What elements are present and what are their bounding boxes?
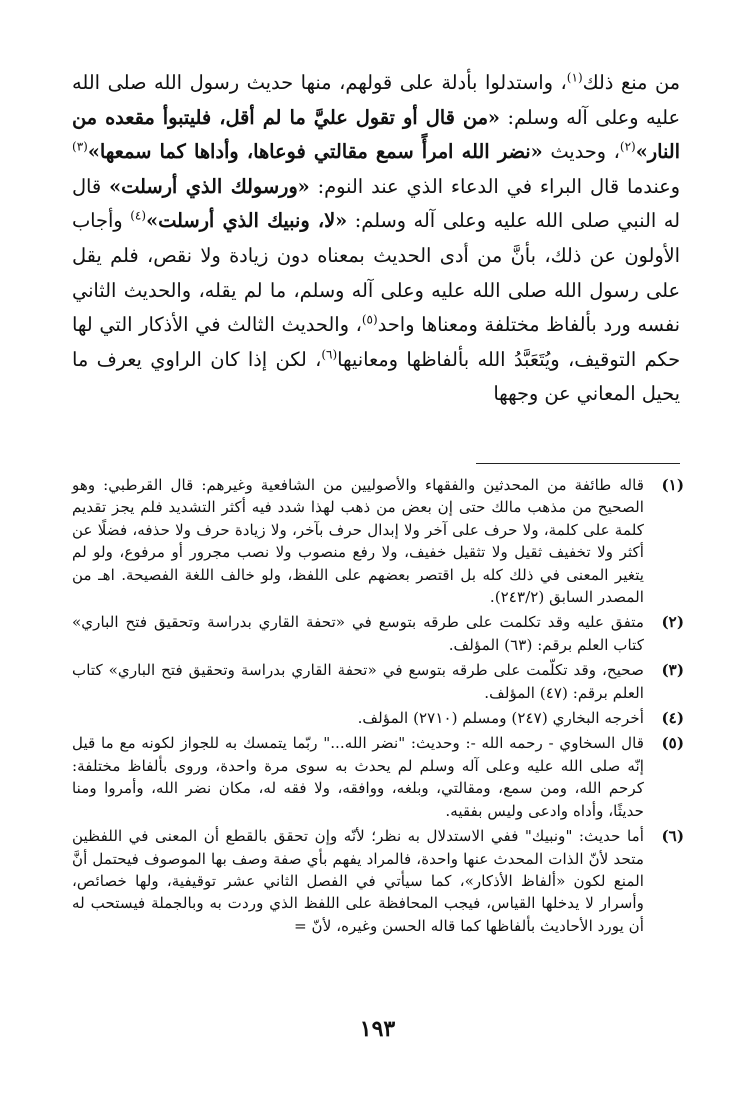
footnote-number: (٣) bbox=[661, 661, 684, 680]
hadith-quote: «لا، ونبيك الذي أرسلت» bbox=[146, 209, 348, 233]
body-text-segment: ، لكن إذا كان الراوي يعرف ما يحيل المعاني عن وجهها bbox=[72, 347, 680, 406]
footnote-item bbox=[72, 707, 684, 729]
footnote-ref: (٦) bbox=[321, 347, 338, 362]
footnote-item bbox=[72, 732, 684, 822]
footnote-item bbox=[72, 825, 684, 937]
footnote-item bbox=[72, 611, 684, 656]
footnote-number: (٥) bbox=[661, 734, 684, 753]
body-text-segment: من منع ذلك bbox=[582, 71, 680, 94]
page-number: ١٩٣ bbox=[359, 1016, 396, 1042]
hadith-quote: «ورسولك الذي أرسلت» bbox=[109, 174, 310, 198]
footnote-text: قاله طائفة من المحدثين والفقهاء والأصوليين من الشافعية وغيرهم: قال القرطبي: وهو الصحيح من مذهب مالك حتى إن بعض من ذهب لهذا شدد فيه أكثر التشديد فلم يجز تقديم كلمة على كلمة، ولا حرف على آخر ولا إبدال حرف بآخر، ولا زيادة حرف ولا حذفه، فضلًا عن أكثر ولا تخفيف ثقيل ولا تثقيل خفيف، ولا رفع منصوب ولا نصب مجرور أو مرفوع، ولو لم يتغير المعنى في ذلك كله بل اقتصر بعضهم على اللفظ، ولو خالف اللغة الفصيحة. اهـ من المصدر السابق (٢٤٣/٢). bbox=[72, 476, 644, 607]
footnote-text: أخرجه البخاري (٢٤٧) ومسلم (٢٧١٠) المؤلف. bbox=[357, 709, 644, 728]
body-text-segment: ، والحديث الثالث في الأذكار التي لها حكم التوقيف، ويُتَعَبَّدُ الله بألفاظها ومعانيها bbox=[72, 313, 680, 371]
footnote-text: متفق عليه وقد تكلمت على طرقه بتوسع في «تحفة القاري بدراسة وتحقيق فتح الباري» كتاب العلم برقم: (٦٣) المؤلف. bbox=[72, 613, 644, 654]
footnote-text: قال السخاوي - رحمه الله -: وحديث: "نضر الله..." ربّما يتمسك به للجواز لكونه مع ما قيل إنّه صلى الله عليه وعلى آله وسلم لم يحدث به سوى مرة واحدة، وروى بألفاظ مختلفة: كرحم الله، ومن سمع، ومقالتي، وبلغه، ووافقه، ولا فقه له، مكان نضر الله، وأمروا ومنا حديثًا، وأداه وادعى وليس بفقيه. bbox=[72, 734, 644, 820]
footnote-number: (٢) bbox=[661, 613, 684, 632]
hadith-quote: «نضر الله امرأً سمع مقالتي فوعاها، وأداها كما سمعها» bbox=[87, 140, 543, 164]
footnote-ref: (٢) bbox=[619, 139, 636, 154]
footnote-ref: (٤) bbox=[130, 208, 147, 223]
body-text-segment: وعندما قال البراء في الدعاء الذي عند النوم: bbox=[309, 174, 680, 198]
footnote-number: (٦) bbox=[661, 827, 684, 846]
body-text-segment: ، وحديث bbox=[542, 140, 620, 164]
footnotes-list bbox=[72, 474, 684, 940]
footnote-item bbox=[72, 659, 684, 704]
footnote-text: صحيح، وقد تكلّمت على طرقه بتوسع في «تحفة القاري بدراسة وتحقيق فتح الباري» كتاب العلم برقم: (٤٧) المؤلف. bbox=[72, 661, 644, 702]
footnote-ref: (١) bbox=[566, 70, 583, 85]
main-text-block bbox=[72, 66, 680, 412]
body-text-segment: قال له النبي صلى الله عليه وعلى آله وسلم: bbox=[72, 174, 681, 233]
footnote-text: أما حديث: "ونبيك" ففي الاستدلال به نظر؛ لأنّه وإن تحقق بالقطع أن المعنى في اللفظين متحد لأنّ الذات المحدث عنها واحدة، فالمراد يفهم بأي صفة وصف بها الموصوف فيحتمل أنَّ المنع لكون «ألفاظ الأذكار»، كما سيأتي في الفصل الثاني عشر توقيفية، ولها خصائص، وأسرار لا يدخلها القياس، فيجب المحافظة على اللفظ الذي وردت به وبالجملة فيستحب له أن يورد الأحاديث بألفاظها كما قاله الحسن وغيره، لأنّ = bbox=[72, 827, 644, 935]
footnote-number: (٤) bbox=[661, 709, 684, 728]
body-paragraph bbox=[72, 66, 680, 412]
footnote-item bbox=[72, 474, 684, 608]
body-text-segment: ، واستدلوا بأدلة على قولهم، منها حديث رسول الله صلى الله عليه وعلى آله وسلم: bbox=[72, 71, 681, 129]
footnote-ref: (٣) bbox=[72, 139, 88, 154]
footnote-ref: (٥) bbox=[361, 312, 378, 327]
footnote-divider bbox=[476, 463, 680, 464]
footnote-number: (١) bbox=[661, 476, 684, 494]
hadith-quote: «من قال أو تقول عليَّ ما لم أقل، فليتبوأ مقعده من النار» bbox=[72, 105, 680, 164]
body-text-segment: وأجاب الأولون عن ذلك، بأنَّ من أدى الحديث بمعناه دون زيادة ولا نقص، فلم يقل على رسول الله صلى الله عليه وعلى آله وسلم، ما لم يقله، والحديث الثاني نفسه ورد بألفاظ مختلفة ومعناها واحد bbox=[72, 209, 680, 337]
